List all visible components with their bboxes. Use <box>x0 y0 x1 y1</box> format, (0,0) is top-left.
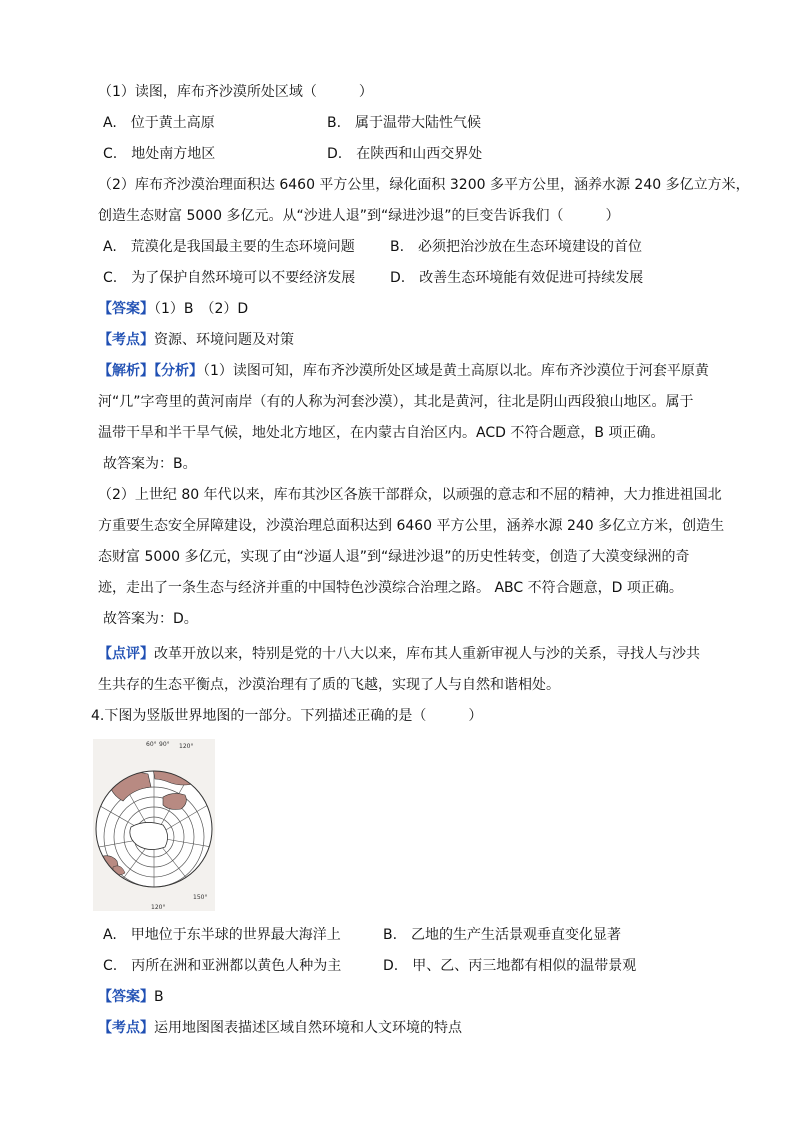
q4-kaodian-row <box>98 1018 462 1038</box>
q3-kaodian: 资源、环境问题及对策 <box>154 332 294 348</box>
q4-answer: B <box>154 989 164 1005</box>
q3-dianping-line2: 生共存的生态平衡点，沙漠治理有了质的飞越，实现了人与自然和谐相处。 <box>98 677 560 693</box>
q3-answer-row <box>98 299 248 319</box>
q3-jiexi-line2: 河“几”字弯里的黄河南岸（有的人称为河套沙漠），其北是黄河，往北是阴山西段狼山地区。属于 <box>98 394 694 410</box>
q3-jiexi-line9: 故答案为：D。 <box>103 611 198 627</box>
q4-option-d: D. 甲、乙、丙三地都有相似的温带景观 <box>383 958 637 974</box>
map-label-90: 90° <box>159 741 170 748</box>
q3-jiexi-line7: 态财富 5000 多亿元，实现了由“沙逼人退”到“绿进沙退”的历史性转变，创造了大漠变绿洲的奇 <box>98 549 690 565</box>
q3-jiexi-line4: 故答案为：B。 <box>103 456 197 472</box>
q3-p2-option-d: D. 改善生态环境能有效促进可持续发展 <box>390 270 644 286</box>
q3-p2-stem-line2: 创造生态财富 5000 多亿元。从“沙进人退”到“绿进沙退”的巨变告诉我们（ ） <box>98 208 620 224</box>
q3-answer: （1）B （2）D <box>154 301 249 317</box>
q3-jiexi-line8: 迹，走出了一条生态与经济并重的中国特色沙漠综合治理之路。 ABC 不符合题意，D 项正确。 <box>98 580 683 596</box>
map-label-bottom-120: 120° <box>151 904 166 911</box>
q4-kaodian: 运用地图图表描述区域自然环境和人文环境的特点 <box>154 1020 462 1036</box>
q3-kaodian-row <box>98 330 294 350</box>
q3-jiexi-line6: 方重要生态安全屏障建设，沙漠治理总面积达到 6460 平方公里，涵养水源 240 多亿立方米，创造生 <box>98 518 725 534</box>
q3-p2-option-c: C. 为了保护自然环境可以不要经济发展 <box>103 270 356 286</box>
q4-option-b: B. 乙地的生产生活景观垂直变化显著 <box>383 927 622 943</box>
q3-p1-option-c: C. 地处南方地区 <box>103 146 216 162</box>
q3-dianping-row <box>98 644 700 664</box>
q3-p2-option-b: B. 必须把治沙放在生态环境建设的首位 <box>390 239 643 255</box>
q3-p1-stem: （1）读图，库布齐沙漠所处区域（ ） <box>98 84 373 100</box>
fenxi-tag: 【分析】 <box>154 363 203 379</box>
q3-jiexi-line1: （1）读图可知，库布齐沙漠所处区域是黄土高原以北。库布齐沙漠位于河套平原黄 <box>203 363 709 379</box>
world-map-figure <box>93 739 215 911</box>
map-label-150: 150° <box>193 894 208 901</box>
jiexi-tag: 【解析】 <box>98 363 154 379</box>
q4-answer-row <box>98 987 164 1007</box>
q3-p2-option-a: A. 荒漠化是我国最主要的生态环境问题 <box>103 239 355 255</box>
q3-jiexi-line5: （2）上世纪 80 年代以来，库布其沙区各族干部群众，以顽强的意志和不屈的精神，大力推进祖国北 <box>98 487 722 503</box>
q3-p1-option-d: D. 在陕西和山西交界处 <box>327 146 483 162</box>
q4-option-c: C. 丙所在洲和亚洲都以黄色人种为主 <box>103 958 342 974</box>
q3-dianping-line1: 改革开放以来，特别是党的十八大以来，库布其人重新审视人与沙的关系，寻找人与沙共 <box>154 646 700 662</box>
map-label-120: 120° <box>179 743 194 750</box>
continent-australia <box>163 793 186 809</box>
kaodian-tag: 【考点】 <box>98 332 154 348</box>
map-label-60: 60° <box>146 741 157 748</box>
q3-p1-option-a: A. 位于黄土高原 <box>103 115 215 131</box>
dianping-tag: 【点评】 <box>98 646 154 662</box>
q3-jiexi-line3: 温带干旱和半干旱气候，地处北方地区，在内蒙古自治区内。ACD 不符合题意，B 项正确。 <box>98 425 665 441</box>
q4-kaodian-tag: 【考点】 <box>98 1020 154 1036</box>
q3-jiexi-row1 <box>98 361 709 381</box>
answer-tag: 【答案】 <box>98 301 154 317</box>
q4-option-a: A. 甲地位于东半球的世界最大海洋上 <box>103 927 341 943</box>
q3-p2-stem-line1: （2）库布齐沙漠治理面积达 6460 平方公里，绿化面积 3200 多平方公里，涵养水源 240 多亿立方米， <box>98 177 750 193</box>
q3-p1-option-b: B. 属于温带大陆性气候 <box>327 115 482 131</box>
q4-stem: 4.下图为竖版世界地图的一部分。下列描述正确的是（ ） <box>91 708 483 724</box>
q4-answer-tag: 【答案】 <box>98 989 154 1005</box>
